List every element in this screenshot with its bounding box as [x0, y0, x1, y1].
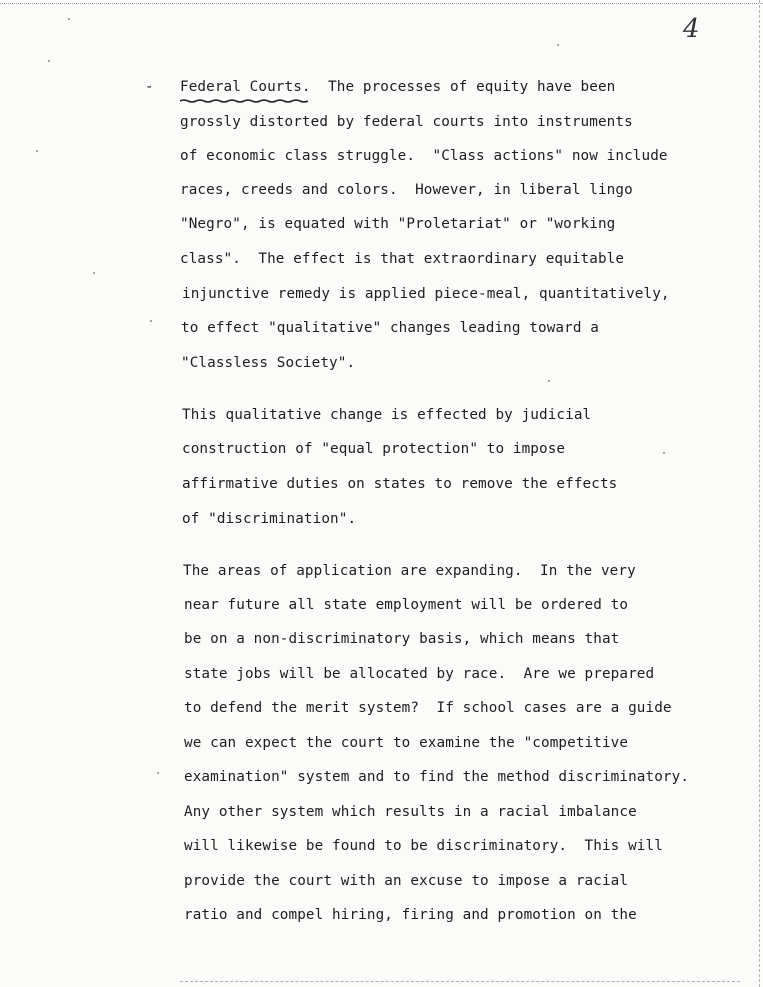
scan-speck [557, 44, 559, 46]
text-line: grossly distorted by federal courts into instruments [180, 114, 633, 130]
text-line: construction of "equal protection" to impose [182, 441, 566, 457]
text-line: races, creeds and colors. However, in liberal lingo [180, 182, 633, 198]
text-line: "Negro", is equated with "Proletariat" or "working [180, 216, 616, 232]
section-heading: Federal Courts. [180, 79, 311, 95]
text-line: be on a non-discriminatory basis, which means that [184, 631, 620, 647]
text-line: will likewise be found to be discriminatory. This will [184, 838, 663, 854]
text-line: affirmative duties on states to remove the effects [182, 476, 618, 492]
scan-speck [157, 772, 159, 774]
scan-speck [93, 272, 95, 274]
text-line: This qualitative change is effected by judicial [182, 407, 592, 423]
scan-speck [150, 320, 152, 322]
right-edge [759, 0, 760, 987]
scan-speck [36, 150, 38, 152]
text-line: "Classless Society". [181, 355, 356, 371]
text-line: ratio and compel hiring, firing and promotion on the [184, 907, 637, 923]
text-line: of economic class struggle. "Class actions" now include [180, 148, 668, 164]
text-line: The areas of application are expanding. In the very [183, 563, 636, 579]
scan-speck [68, 18, 70, 20]
text-line: examination" system and to find the method discriminatory. [184, 769, 690, 785]
bottom-border [180, 981, 740, 982]
page-number: 4 [683, 14, 700, 44]
scan-speck [48, 60, 50, 62]
list-dash: - [145, 79, 154, 95]
top-border [0, 3, 763, 4]
text-line: to effect "qualitative" changes leading toward a [181, 320, 599, 336]
text-line: of "discrimination". [182, 511, 357, 527]
text-line: state jobs will be allocated by race. Are we prepared [184, 666, 655, 682]
text-line-fragment: The processes of equity have been [310, 79, 616, 95]
text-line: class". The effect is that extraordinary equitable [180, 251, 625, 267]
text-line: injunctive remedy is applied piece-meal, quantitatively, [182, 286, 670, 302]
text-line: we can expect the court to examine the "competitive [184, 735, 629, 751]
scan-speck [663, 452, 665, 454]
text-line: to defend the merit system? If school cases are a guide [184, 700, 672, 716]
text-line: near future all state employment will be ordered to [184, 597, 629, 613]
heading-underline [180, 98, 308, 104]
scan-speck [548, 380, 550, 382]
text-line: Any other system which results in a racial imbalance [184, 804, 637, 820]
text-line [180, 79, 615, 95]
text-line: provide the court with an excuse to impose a racial [184, 873, 629, 889]
